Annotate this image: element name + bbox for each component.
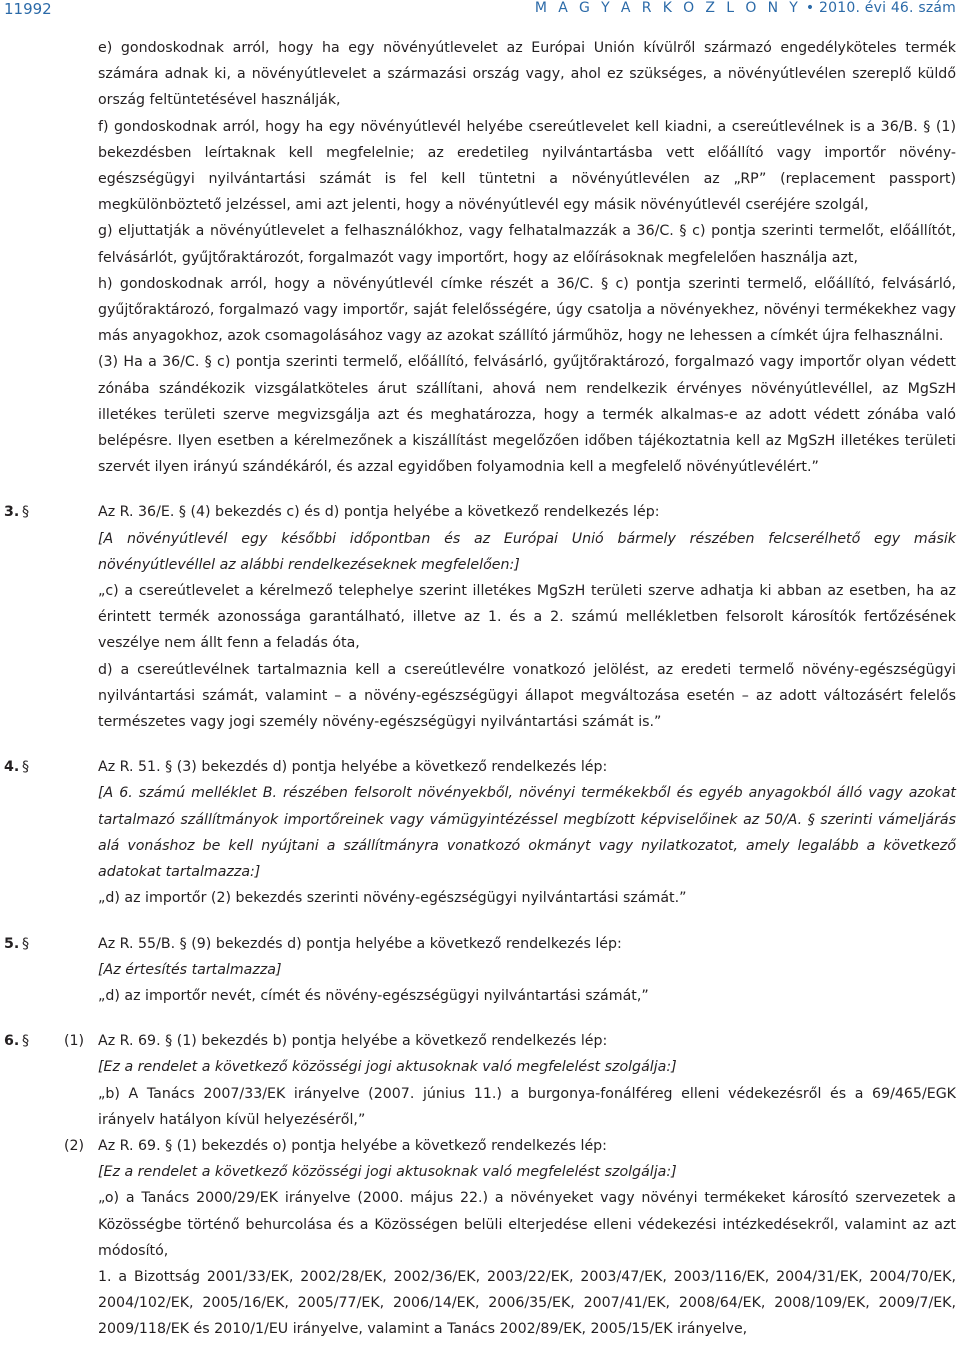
subsection-1 [0,1028,960,1133]
running-header [535,0,956,16]
section-number: 5. [4,935,20,952]
section-6 [0,1028,960,1342]
subsection-2 [0,1133,960,1343]
section-intro: Az R. 36/E. § (4) bekezdés c) és d) pontja helyébe a következő rendelkezés lép: [98,504,660,521]
point-d: d) a csereútlevélnek tartalmaznia kell a csereútlevélre vonatkozó jelölést, az eredeti termelő növény-egészségügyi nyilvántartási számát, valamint – a növény-egészségügyi állapot megváltozása esetén – az adott változásért felelős természetes vagy jogi személy növény-egészségügyi nyilvántartási számát is.” [98,661,956,731]
issue-label: 2010. évi 46. szám [819,0,956,16]
subsection-italic: [Ez a rendelet a következő közösségi jogi aktusoknak való megfelelést szolgálja:] [98,1059,677,1076]
section-italic: [A növényútlevél egy későbbi időpontban és az Európai Unió bármely részében felcserélhető egy másik növényútlevéllel az alábbi rendelkezéseknek megfelelően:] [98,530,956,573]
section-3 [0,499,960,735]
section-sign: § [22,935,30,952]
section-4 [0,754,960,911]
section-intro: Az R. 55/B. § (9) bekezdés d) pontja helyébe a következő rendelkezés lép: [98,935,622,952]
section-number: 4. [4,759,20,776]
point-c: „c) a csereútlevelet a kérelmező telephelye szerint illetékes MgSzH területi szerve adhatja ki abban az esetben, ha az érintett termék azonossága garantálható, illetve az 1. és a 2. számú mellékletben felsorolt károsítók fertőzésének veszélye nem állt fenn a feladás óta, [98,583,956,652]
document-body [0,35,960,1343]
section-intro: Az R. 51. § (3) bekezdés d) pontja helyébe a következő rendelkezés lép: [98,759,608,776]
journal-title: M A G Y A R K Ö Z L Ö N Y [534,0,802,16]
section-5 [0,931,960,1010]
page-number: 11992 [4,0,52,18]
point-o-1: 1. a Bizottság 2001/33/EK, 2002/28/EK, 2002/36/EK, 2003/22/EK, 2003/47/EK, 2003/116/EK, 2004/31/EK, 2004/70/EK, 2004/102/EK, 2005/16/EK, 2005/77/EK, 2006/14/EK, 2006/35/EK, 2007/41/EK, 2008/64/EK, 2008/109/EK, 2009/7/EK, 2009/118/EK és 2010/1/EU irányelve, valamint a Tanács 2002/89/EK, 2005/15/EK irányelve, [98,1268,956,1338]
paragraph-h: h) gondoskodnak arról, hogy a növényútlevél címke részét a 36/C. § c) pontja szerinti termelő, előállító, felvásárló, gyűjtőraktározó, forgalmazó vagy importőr, saját felelősségére, úgy csatolja a növényekhez, növényi termékekhez vagy más anyagokhoz, azok csomagolásához vagy az azokat szállító járműhöz, hogy ne lehessen a címkét újra felhasználni. [98,275,956,345]
point-d: „d) az importőr nevét, címét és növény-egészségügyi nyilvántartási számát,” [98,987,649,1004]
point-o: „o) a Tanács 2000/29/EK irányelve (2000. május 22.) a növényeket vagy növényi termékeket károsító szervezetek a Közösségbe történő behurcolása és a Közösségen belüli elterjedése elleni védekezési intézkedésekről, valamint az azt módosító, [98,1190,956,1259]
section-number: 6. [4,1033,20,1050]
header-bullet: • [805,0,815,16]
point-d: „d) az importőr (2) bekezdés szerinti növény-egészségügyi nyilvántartási számát.” [98,890,687,907]
subsection-intro: Az R. 69. § (1) bekezdés b) pontja helyébe a következő rendelkezés lép: [98,1033,608,1050]
subsection-italic: [Ez a rendelet a következő közösségi jogi aktusoknak való megfelelést szolgálja:] [98,1164,677,1181]
subsection-intro: Az R. 69. § (1) bekezdés o) pontja helyébe a következő rendelkezés lép: [98,1137,607,1154]
section-number: 3. [4,504,20,521]
section-sign: § [22,759,30,776]
point-b: „b) A Tanács 2007/33/EK irányelve (2007. június 11.) a burgonya-fonálféreg elleni védekezésről és a 69/465/EGK irányelv hatályon kívül helyezéséről,” [98,1085,956,1128]
section-sign: § [22,504,30,521]
subsection-number: (1) [64,1033,85,1050]
paragraph-3: (3) Ha a 36/C. § c) pontja szerinti termelő, előállító, felvásárló, gyűjtőraktározó, forgalmazó vagy importőr olyan védett zónába szándékozik vizsgálatköteles árut szállítani, ahová nem rendelkezik érvényes növényútlevéllel, az MgSzH illetékes területi szerve megvizsgálja azt és meghatározza, hogy a termék alkalmas-e az adott védett zónába való belépésre. Ilyen esetben a kérelmezőnek a kiszállítást megelőzően időben tájékoztatnia kell az MgSzH illetékes területi szervét ilyen irányú szándékáról, és azzal egyidőben folyamodnia kell a megfelelő növényútlevélért.” [98,354,956,476]
section-italic: [A 6. számú melléklet B. részében felsorolt növényekből, növényi termékekből és egyéb anyagokból álló vagy azokat tartalmazó szállítmányok importőreinek vagy vámügyintézéssel megbízott képviselőinek az 50/A. § szerinti vámeljárás alá vonáshoz be kell nyújtani a szállítmányra vonatkozó okmányt vagy nyilatkozatot, amely legalább a következő adatokat tartalmazza:] [98,785,956,881]
paragraph-e: e) gondoskodnak arról, hogy ha egy növényútlevelet az Európai Unión kívülről származó engedélyköteles termék számára adnak ki, a növényútlevelet a származási ország vagy, ahol ez szükséges, a növényútlevélen szereplő küldő ország feltüntetésével használják, [98,40,956,109]
paragraph-g: g) eljuttatják a növényútlevelet a felhasználókhoz, vagy felhatalmazzák a 36/C. § c) pontja szerinti termelőt, előállítót, felvásárlót, gyűjtőraktározót, forgalmazót vagy importőrt, hogy az előírásoknak megfelelően használja azt, [98,223,956,266]
section-italic: [Az értesítés tartalmazza] [98,961,282,978]
paragraph-f: f) gondoskodnak arról, hogy ha egy növényútlevél helyébe csereútlevelet kell kiadni, a csereútlevélnek is a 36/B. § (1) bekezdésben leírtaknak kell megfelelnie; az eredetileg nyilvántartásba vett előállító vagy importőr növény-egészségügyi nyilvántartási számát is fel kell tüntetni a növényútlevélen az „RP” (replacement passport) megkülönböztető jelzéssel, ami azt jelenti, hogy a növényútlevél egy másik növényútlevél cseréjére szolgál, [98,118,956,214]
section-sign: § [22,1033,30,1050]
subsection-number: (2) [64,1137,85,1154]
